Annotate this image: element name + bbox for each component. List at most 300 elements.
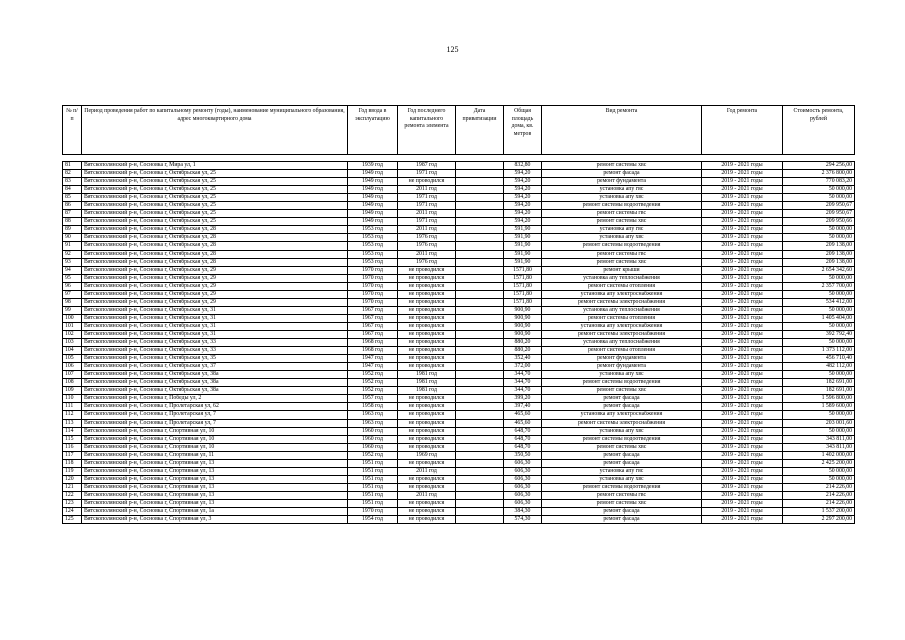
row-repair-year: 2019 - 2021 годы bbox=[702, 186, 783, 194]
row-year-built: 1952 год bbox=[348, 379, 398, 387]
row-year-built: 1960 год bbox=[348, 443, 398, 451]
row-area: 1571,80 bbox=[504, 282, 542, 290]
row-number: 110 bbox=[63, 395, 82, 403]
row-address: Вятскополянский р-н, Сосновка г, Октябрьская ул, 28 bbox=[82, 258, 348, 266]
row-area: 1571,80 bbox=[504, 274, 542, 282]
row-area: 399,20 bbox=[504, 395, 542, 403]
row-address: Вятскополянский р-н, Сосновка г, Спортивная ул, 13 bbox=[82, 459, 348, 467]
row-last-repair: 2011 год bbox=[398, 491, 456, 499]
row-privatization bbox=[456, 443, 504, 451]
row-repair-year: 2019 - 2021 годы bbox=[702, 306, 783, 314]
row-number: 125 bbox=[63, 516, 82, 524]
row-repair-year: 2019 - 2021 годы bbox=[702, 443, 783, 451]
row-last-repair: не проводился bbox=[398, 355, 456, 363]
row-area: 574,30 bbox=[504, 516, 542, 524]
header-area: Общая площадь дома, кв. метров bbox=[504, 106, 542, 155]
row-address: Вятскополянский р-н, Сосновка г, Спортивная ул, 10 bbox=[82, 443, 348, 451]
row-number: 104 bbox=[63, 347, 82, 355]
row-address: Вятскополянский р-н, Сосновка г, Спортивная ул, 13 bbox=[82, 499, 348, 507]
row-repair-year: 2019 - 2021 годы bbox=[702, 339, 783, 347]
row-address: Вятскополянский р-н, Сосновка г, Октябрьская ул, 31 bbox=[82, 314, 348, 322]
row-number: 103 bbox=[63, 339, 82, 347]
table-row bbox=[63, 475, 855, 483]
header-address: Период проведения работ по капитальному ремонту (годы), наименование муниципального образования, адрес многоквартирного дома bbox=[82, 106, 348, 155]
row-year-built: 1967 год bbox=[348, 330, 398, 338]
header-year-built: Год ввода в эксплуатацию bbox=[348, 106, 398, 155]
row-year-built: 1951 год bbox=[348, 459, 398, 467]
row-repair-year: 2019 - 2021 годы bbox=[702, 242, 783, 250]
header-repair-year: Год ремонта bbox=[702, 106, 783, 155]
row-last-repair: не проводился bbox=[398, 298, 456, 306]
row-cost: 209 138,00 bbox=[783, 258, 855, 266]
row-address: Вятскополянский р-н, Сосновка г, Октябрьская ул, 25 bbox=[82, 170, 348, 178]
row-last-repair: не проводился bbox=[398, 499, 456, 507]
row-cost: 214 226,00 bbox=[783, 483, 855, 491]
row-number: 94 bbox=[63, 266, 82, 274]
row-repair-year: 2019 - 2021 годы bbox=[702, 363, 783, 371]
row-address: Вятскополянский р-н, Сосновка г, Мира ул, 1 bbox=[82, 162, 348, 170]
row-address: Вятскополянский р-н, Сосновка г, Октябрьская ул, 38а bbox=[82, 371, 348, 379]
table-row bbox=[63, 194, 855, 202]
row-last-repair: не проводился bbox=[398, 403, 456, 411]
row-privatization bbox=[456, 451, 504, 459]
row-cost: 294 256,00 bbox=[783, 162, 855, 170]
row-area: 352,40 bbox=[504, 355, 542, 363]
row-number: 86 bbox=[63, 202, 82, 210]
row-repair-year: 2019 - 2021 годы bbox=[702, 483, 783, 491]
row-privatization bbox=[456, 379, 504, 387]
row-privatization bbox=[456, 186, 504, 194]
table-row bbox=[63, 379, 855, 387]
row-number: 121 bbox=[63, 483, 82, 491]
row-repair-type: установка апу электроснабжения bbox=[542, 290, 702, 298]
row-repair-type: ремонт системы гвс bbox=[542, 210, 702, 218]
row-last-repair: не проводился bbox=[398, 178, 456, 186]
repair-table bbox=[62, 105, 855, 524]
row-last-repair: не проводился bbox=[398, 435, 456, 443]
row-last-repair: не проводился bbox=[398, 516, 456, 524]
row-year-built: 1939 год bbox=[348, 162, 398, 170]
table-row bbox=[63, 508, 855, 516]
row-repair-year: 2019 - 2021 годы bbox=[702, 258, 783, 266]
row-number: 108 bbox=[63, 379, 82, 387]
row-cost: 50 000,00 bbox=[783, 290, 855, 298]
table-row bbox=[63, 322, 855, 330]
row-repair-type: установка апу хвс bbox=[542, 371, 702, 379]
row-number: 120 bbox=[63, 475, 82, 483]
row-repair-year: 2019 - 2021 годы bbox=[702, 475, 783, 483]
table-row bbox=[63, 226, 855, 234]
row-repair-type: ремонт фасада bbox=[542, 516, 702, 524]
row-cost: 50 000,00 bbox=[783, 306, 855, 314]
row-year-built: 1957 год bbox=[348, 395, 398, 403]
row-last-repair: 1976 год bbox=[398, 234, 456, 242]
row-repair-year: 2019 - 2021 годы bbox=[702, 282, 783, 290]
row-year-built: 1951 год bbox=[348, 475, 398, 483]
row-address: Вятскополянский р-н, Сосновка г, Октябрьская ул, 33 bbox=[82, 339, 348, 347]
row-privatization bbox=[456, 483, 504, 491]
row-year-built: 1953 год bbox=[348, 226, 398, 234]
row-number: 114 bbox=[63, 427, 82, 435]
table-row bbox=[63, 242, 855, 250]
row-year-built: 1951 год bbox=[348, 467, 398, 475]
row-year-built: 1967 год bbox=[348, 306, 398, 314]
row-year-built: 1951 год bbox=[348, 491, 398, 499]
row-address: Вятскополянский р-н, Сосновка г, Пролетарская ул, 7 bbox=[82, 411, 348, 419]
row-privatization bbox=[456, 411, 504, 419]
row-address: Вятскополянский р-н, Сосновка г, Спортивная ул, 13 bbox=[82, 475, 348, 483]
row-cost: 209 138,00 bbox=[783, 242, 855, 250]
row-address: Вятскополянский р-н, Сосновка г, Октябрьская ул, 25 bbox=[82, 210, 348, 218]
row-repair-year: 2019 - 2021 годы bbox=[702, 491, 783, 499]
row-number: 83 bbox=[63, 178, 82, 186]
row-last-repair: не проводился bbox=[398, 306, 456, 314]
row-last-repair: 2011 год bbox=[398, 186, 456, 194]
row-last-repair: не проводился bbox=[398, 459, 456, 467]
row-repair-year: 2019 - 2021 годы bbox=[702, 298, 783, 306]
row-privatization bbox=[456, 162, 504, 170]
row-privatization bbox=[456, 250, 504, 258]
row-number: 117 bbox=[63, 451, 82, 459]
row-repair-year: 2019 - 2021 годы bbox=[702, 162, 783, 170]
row-year-built: 1970 год bbox=[348, 266, 398, 274]
row-repair-year: 2019 - 2021 годы bbox=[702, 379, 783, 387]
row-repair-year: 2019 - 2021 годы bbox=[702, 427, 783, 435]
row-repair-type: ремонт системы электроснабжения bbox=[542, 330, 702, 338]
row-cost: 1 373 112,00 bbox=[783, 347, 855, 355]
row-cost: 50 000,00 bbox=[783, 339, 855, 347]
row-repair-type: ремонт фундамента bbox=[542, 178, 702, 186]
row-address: Вятскополянский р-н, Сосновка г, Октябрьская ул, 31 bbox=[82, 330, 348, 338]
row-number: 100 bbox=[63, 314, 82, 322]
row-cost: 1 596 800,00 bbox=[783, 395, 855, 403]
row-number: 106 bbox=[63, 363, 82, 371]
row-address: Вятскополянский р-н, Сосновка г, Спортивная ул, 10 bbox=[82, 427, 348, 435]
row-privatization bbox=[456, 178, 504, 186]
table-row bbox=[63, 339, 855, 347]
row-address: Вятскополянский р-н, Сосновка г, Спортивная ул, 11 bbox=[82, 451, 348, 459]
row-privatization bbox=[456, 499, 504, 507]
header-repair-type: Вид ремонта bbox=[542, 106, 702, 155]
row-repair-year: 2019 - 2021 годы bbox=[702, 202, 783, 210]
row-repair-type: установка апу теплоснабжения bbox=[542, 339, 702, 347]
row-privatization bbox=[456, 274, 504, 282]
row-repair-year: 2019 - 2021 годы bbox=[702, 371, 783, 379]
row-privatization bbox=[456, 467, 504, 475]
table-row bbox=[63, 499, 855, 507]
row-number: 81 bbox=[63, 162, 82, 170]
row-number: 107 bbox=[63, 371, 82, 379]
row-repair-year: 2019 - 2021 годы bbox=[702, 250, 783, 258]
row-repair-year: 2019 - 2021 годы bbox=[702, 226, 783, 234]
row-privatization bbox=[456, 314, 504, 322]
row-repair-year: 2019 - 2021 годы bbox=[702, 403, 783, 411]
row-repair-year: 2019 - 2021 годы bbox=[702, 274, 783, 282]
table-row bbox=[63, 363, 855, 371]
row-repair-type: ремонт фасада bbox=[542, 395, 702, 403]
row-privatization bbox=[456, 387, 504, 395]
row-repair-type: ремонт системы хвс bbox=[542, 443, 702, 451]
table-row bbox=[63, 306, 855, 314]
row-number: 88 bbox=[63, 218, 82, 226]
row-address: Вятскополянский р-н, Сосновка г, Октябрьская ул, 29 bbox=[82, 290, 348, 298]
row-cost: 534 412,00 bbox=[783, 298, 855, 306]
row-privatization bbox=[456, 282, 504, 290]
row-area: 465,60 bbox=[504, 411, 542, 419]
row-repair-year: 2019 - 2021 годы bbox=[702, 451, 783, 459]
row-cost: 343 811,00 bbox=[783, 435, 855, 443]
row-area: 648,70 bbox=[504, 435, 542, 443]
row-repair-type: ремонт системы отопления bbox=[542, 282, 702, 290]
row-privatization bbox=[456, 475, 504, 483]
row-last-repair: не проводился bbox=[398, 443, 456, 451]
row-repair-type: установка апу теплоснабжения bbox=[542, 306, 702, 314]
table-row bbox=[63, 443, 855, 451]
row-number: 119 bbox=[63, 467, 82, 475]
row-year-built: 1970 год bbox=[348, 298, 398, 306]
row-area: 606,30 bbox=[504, 459, 542, 467]
row-number: 123 bbox=[63, 499, 82, 507]
row-area: 832,80 bbox=[504, 162, 542, 170]
row-privatization bbox=[456, 242, 504, 250]
row-privatization bbox=[456, 395, 504, 403]
row-cost: 456 710,40 bbox=[783, 355, 855, 363]
table-row bbox=[63, 162, 855, 170]
row-year-built: 1953 год bbox=[348, 234, 398, 242]
row-repair-year: 2019 - 2021 годы bbox=[702, 395, 783, 403]
row-year-built: 1970 год bbox=[348, 274, 398, 282]
row-repair-year: 2019 - 2021 годы bbox=[702, 330, 783, 338]
row-year-built: 1953 год bbox=[348, 242, 398, 250]
row-privatization bbox=[456, 347, 504, 355]
table-row bbox=[63, 483, 855, 491]
row-number: 102 bbox=[63, 330, 82, 338]
row-year-built: 1968 год bbox=[348, 347, 398, 355]
row-year-built: 1970 год bbox=[348, 508, 398, 516]
row-last-repair: 2011 год bbox=[398, 467, 456, 475]
row-number: 124 bbox=[63, 508, 82, 516]
table-row bbox=[63, 467, 855, 475]
row-privatization bbox=[456, 210, 504, 218]
row-privatization bbox=[456, 226, 504, 234]
row-area: 900,90 bbox=[504, 306, 542, 314]
row-year-built: 1953 год bbox=[348, 258, 398, 266]
row-year-built: 1949 год bbox=[348, 202, 398, 210]
row-privatization bbox=[456, 170, 504, 178]
row-last-repair: 1981 год bbox=[398, 371, 456, 379]
row-privatization bbox=[456, 330, 504, 338]
row-year-built: 1949 год bbox=[348, 170, 398, 178]
row-last-repair: 1971 год bbox=[398, 202, 456, 210]
row-area: 594,20 bbox=[504, 178, 542, 186]
row-number: 89 bbox=[63, 226, 82, 234]
row-cost: 50 000,00 bbox=[783, 467, 855, 475]
row-repair-year: 2019 - 2021 годы bbox=[702, 218, 783, 226]
row-repair-year: 2019 - 2021 годы bbox=[702, 419, 783, 427]
row-repair-type: установка апу гвс bbox=[542, 467, 702, 475]
row-cost: 2 654 342,60 bbox=[783, 266, 855, 274]
table-row bbox=[63, 403, 855, 411]
table-row bbox=[63, 435, 855, 443]
row-number: 87 bbox=[63, 210, 82, 218]
table-row bbox=[63, 218, 855, 226]
row-area: 591,90 bbox=[504, 234, 542, 242]
row-repair-year: 2019 - 2021 годы bbox=[702, 234, 783, 242]
row-cost: 50 000,00 bbox=[783, 322, 855, 330]
row-cost: 2 425 200,00 bbox=[783, 459, 855, 467]
row-cost: 209 950,67 bbox=[783, 202, 855, 210]
row-number: 115 bbox=[63, 435, 82, 443]
spacer-row bbox=[63, 155, 855, 162]
row-repair-type: установка апу электроснабжения bbox=[542, 322, 702, 330]
row-number: 98 bbox=[63, 298, 82, 306]
row-privatization bbox=[456, 516, 504, 524]
row-area: 594,20 bbox=[504, 186, 542, 194]
row-area: 1571,80 bbox=[504, 298, 542, 306]
row-address: Вятскополянский р-н, Сосновка г, Октябрьская ул, 28 bbox=[82, 242, 348, 250]
row-last-repair: не проводился bbox=[398, 508, 456, 516]
row-year-built: 1951 год bbox=[348, 483, 398, 491]
row-address: Вятскополянский р-н, Сосновка г, Октябрьская ул, 33 bbox=[82, 347, 348, 355]
row-last-repair: 2011 год bbox=[398, 210, 456, 218]
row-cost: 50 000,00 bbox=[783, 226, 855, 234]
row-address: Вятскополянский р-н, Сосновка г, Октябрьская ул, 28 bbox=[82, 250, 348, 258]
row-cost: 182 691,00 bbox=[783, 379, 855, 387]
row-cost: 203 001,60 bbox=[783, 419, 855, 427]
row-last-repair: не проводился bbox=[398, 411, 456, 419]
row-year-built: 1968 год bbox=[348, 339, 398, 347]
row-year-built: 1951 год bbox=[348, 499, 398, 507]
header-num: № п/п bbox=[63, 106, 82, 155]
row-year-built: 1967 год bbox=[348, 314, 398, 322]
row-last-repair: не проводился bbox=[398, 475, 456, 483]
row-repair-year: 2019 - 2021 годы bbox=[702, 467, 783, 475]
row-last-repair: не проводился bbox=[398, 314, 456, 322]
row-repair-type: установка апу гвс bbox=[542, 186, 702, 194]
row-last-repair: 1981 год bbox=[398, 379, 456, 387]
row-area: 594,20 bbox=[504, 202, 542, 210]
row-repair-year: 2019 - 2021 годы bbox=[702, 314, 783, 322]
table-row bbox=[63, 395, 855, 403]
row-privatization bbox=[456, 371, 504, 379]
row-last-repair: 1971 год bbox=[398, 218, 456, 226]
row-number: 93 bbox=[63, 258, 82, 266]
row-number: 122 bbox=[63, 491, 82, 499]
row-repair-year: 2019 - 2021 годы bbox=[702, 516, 783, 524]
row-repair-type: ремонт фасада bbox=[542, 459, 702, 467]
row-repair-year: 2019 - 2021 годы bbox=[702, 290, 783, 298]
table-header-row bbox=[63, 106, 855, 155]
row-address: Вятскополянский р-н, Сосновка г, Победы ул, 2 bbox=[82, 395, 348, 403]
row-number: 105 bbox=[63, 355, 82, 363]
header-cost: Стоимость ремонта, рублей bbox=[783, 106, 855, 155]
row-repair-year: 2019 - 2021 годы bbox=[702, 322, 783, 330]
row-privatization bbox=[456, 322, 504, 330]
row-year-built: 1949 год bbox=[348, 218, 398, 226]
row-cost: 1 537 200,00 bbox=[783, 508, 855, 516]
row-year-built: 1947 год bbox=[348, 355, 398, 363]
row-address: Вятскополянский р-н, Сосновка г, Октябрьская ул, 25 bbox=[82, 178, 348, 186]
table-row bbox=[63, 250, 855, 258]
row-repair-year: 2019 - 2021 годы bbox=[702, 266, 783, 274]
row-last-repair: 1969 год bbox=[398, 451, 456, 459]
row-last-repair: 1976 год bbox=[398, 242, 456, 250]
row-last-repair: не проводился bbox=[398, 322, 456, 330]
row-address: Вятскополянский р-н, Сосновка г, Спортивная ул, 1а bbox=[82, 508, 348, 516]
row-last-repair: 1971 год bbox=[398, 170, 456, 178]
row-last-repair: не проводился bbox=[398, 363, 456, 371]
table-row bbox=[63, 347, 855, 355]
row-repair-year: 2019 - 2021 годы bbox=[702, 210, 783, 218]
table-row bbox=[63, 491, 855, 499]
row-address: Вятскополянский р-н, Сосновка г, Октябрьская ул, 38а bbox=[82, 379, 348, 387]
row-address: Вятскополянский р-н, Сосновка г, Октябрьская ул, 37 bbox=[82, 363, 348, 371]
table-row bbox=[63, 282, 855, 290]
row-privatization bbox=[456, 419, 504, 427]
row-number: 96 bbox=[63, 282, 82, 290]
table-row bbox=[63, 451, 855, 459]
table-row bbox=[63, 355, 855, 363]
row-area: 648,70 bbox=[504, 443, 542, 451]
table-row bbox=[63, 266, 855, 274]
row-privatization bbox=[456, 202, 504, 210]
row-address: Вятскополянский р-н, Сосновка г, Пролетарская ул, 62 bbox=[82, 403, 348, 411]
row-number: 99 bbox=[63, 306, 82, 314]
row-privatization bbox=[456, 355, 504, 363]
row-number: 116 bbox=[63, 443, 82, 451]
row-area: 591,90 bbox=[504, 226, 542, 234]
table-row bbox=[63, 419, 855, 427]
table-row bbox=[63, 202, 855, 210]
row-last-repair: не проводился bbox=[398, 290, 456, 298]
row-repair-type: ремонт системы хвс bbox=[542, 387, 702, 395]
row-area: 900,90 bbox=[504, 330, 542, 338]
row-year-built: 1952 год bbox=[348, 371, 398, 379]
row-area: 606,30 bbox=[504, 491, 542, 499]
row-area: 606,30 bbox=[504, 483, 542, 491]
row-repair-type: ремонт фасада bbox=[542, 451, 702, 459]
row-address: Вятскополянский р-н, Сосновка г, Спортивная ул, 3 bbox=[82, 516, 348, 524]
row-repair-type: ремонт системы отопления bbox=[542, 347, 702, 355]
table-row bbox=[63, 427, 855, 435]
row-repair-year: 2019 - 2021 годы bbox=[702, 435, 783, 443]
row-repair-type: установка апу теплоснабжения bbox=[542, 274, 702, 282]
table-row bbox=[63, 234, 855, 242]
row-repair-type: установка апу хвс bbox=[542, 194, 702, 202]
row-repair-type: установка апу хвс bbox=[542, 475, 702, 483]
row-cost: 214 226,00 bbox=[783, 491, 855, 499]
row-repair-year: 2019 - 2021 годы bbox=[702, 411, 783, 419]
row-area: 591,90 bbox=[504, 242, 542, 250]
table-row bbox=[63, 330, 855, 338]
row-repair-type: ремонт системы хвс bbox=[542, 162, 702, 170]
table-row bbox=[63, 170, 855, 178]
row-address: Вятскополянский р-н, Сосновка г, Октябрьская ул, 35 bbox=[82, 355, 348, 363]
row-last-repair: не проводился bbox=[398, 282, 456, 290]
row-last-repair: 2011 год bbox=[398, 250, 456, 258]
row-area: 594,20 bbox=[504, 170, 542, 178]
row-privatization bbox=[456, 403, 504, 411]
row-number: 111 bbox=[63, 403, 82, 411]
row-last-repair: не проводился bbox=[398, 339, 456, 347]
row-address: Вятскополянский р-н, Сосновка г, Пролетарская ул, 7 bbox=[82, 419, 348, 427]
row-area: 880,20 bbox=[504, 347, 542, 355]
row-privatization bbox=[456, 459, 504, 467]
row-repair-year: 2019 - 2021 годы bbox=[702, 194, 783, 202]
row-last-repair: не проводился bbox=[398, 347, 456, 355]
row-repair-year: 2019 - 2021 годы bbox=[702, 170, 783, 178]
row-cost: 214 226,00 bbox=[783, 499, 855, 507]
